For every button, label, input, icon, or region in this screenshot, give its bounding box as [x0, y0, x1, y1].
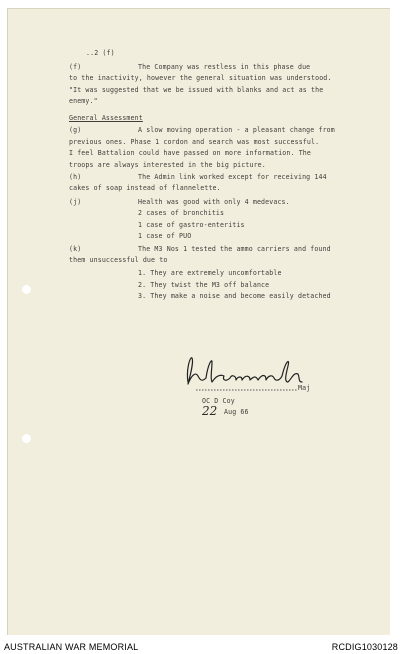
para-k-item: 2. They twist the M3 off balance [138, 281, 270, 289]
para-f-line: The Company was restless in this phase due [138, 63, 311, 71]
para-k-line: them unsuccessful due to [69, 256, 168, 264]
para-j-line: 1 case of gastro-enteritis [138, 221, 245, 229]
signature-rank: Maj [298, 384, 311, 392]
para-h-line: The Admin link worked except for receiving 144 [138, 173, 327, 181]
para-f-line: "It was suggested that we be issued with blanks and act as the [69, 86, 324, 94]
para-g-label: (g) [69, 126, 82, 134]
handwritten-date: 22 [202, 404, 218, 418]
para-k-item: 1. They are extremely uncomfortable [138, 269, 282, 277]
typed-date: Aug 66 [224, 408, 249, 416]
para-g-line: previous ones. Phase 1 cordon and search was most successful. [69, 138, 320, 146]
para-k-item: 3. They make a noise and become easily detached [138, 292, 331, 300]
document-page [7, 8, 390, 635]
para-f-line: enemy." [69, 97, 98, 105]
para-k-line: The M3 Nos 1 tested the ammo carriers and found [138, 245, 331, 253]
para-g-line: troops are always interested in the big picture. [69, 161, 266, 169]
para-h-label: (h) [69, 173, 82, 181]
punch-hole [22, 434, 31, 443]
para-f-label: (f) [69, 63, 82, 71]
signature-title: OC D Coy [202, 397, 235, 405]
footer-reference: RCDIG1030128 [331, 642, 398, 652]
para-g-line: A slow moving operation - a pleasant change from [138, 126, 335, 134]
page-reference: ..2 (f) [86, 49, 115, 57]
para-g-line: I feel Battalion could have passed on more information. The [69, 149, 312, 157]
para-k-label: (k) [69, 245, 82, 253]
para-f-line: to the inactivity, however the general situation was understood. [69, 74, 332, 82]
punch-hole [22, 285, 31, 294]
para-j-line: 2 cases of bronchitis [138, 209, 225, 217]
para-j-line: Health was good with only 4 medevacs. [138, 198, 290, 206]
section-heading: General Assessment [69, 114, 143, 122]
handwritten-signature [182, 352, 312, 396]
para-h-line: cakes of soap instead of flannelette. [69, 184, 221, 192]
para-j-label: (j) [69, 198, 82, 206]
para-j-line: 1 case of PUO [138, 232, 192, 240]
footer-source: AUSTRALIAN WAR MEMORIAL [4, 642, 139, 652]
